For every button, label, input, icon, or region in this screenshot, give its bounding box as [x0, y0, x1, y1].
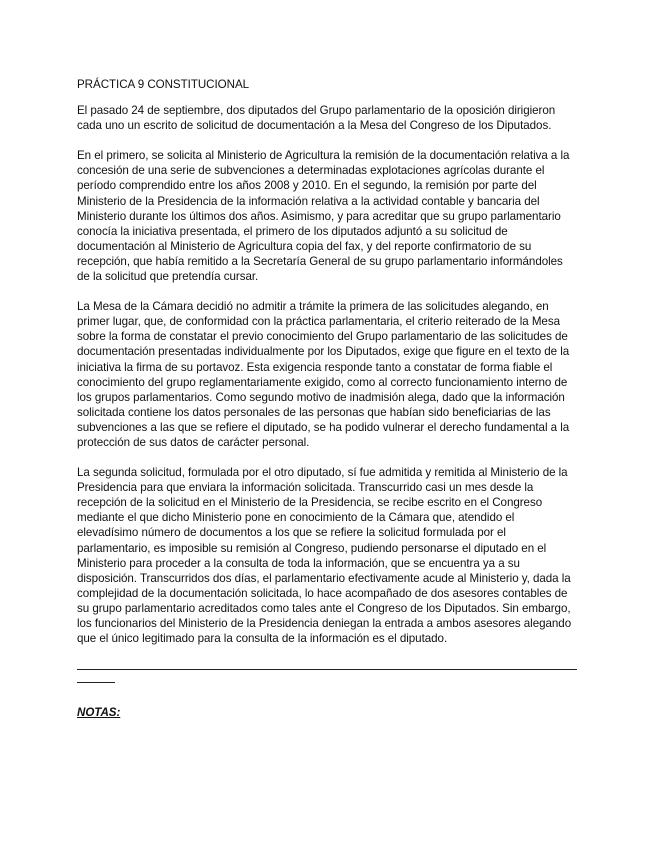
separator-line-end	[77, 674, 115, 683]
separator-line	[77, 661, 577, 670]
paragraph-4: La segunda solicitud, formulada por el otro diputado, sí fue admitida y remitida al Ministerio de la Presidencia para que enviara la información solicitada. Transcurrido casi un mes desde la recepción de la solicitud en el Ministerio de la Presidencia, se recibe escrito en el Congreso mediante el que dicho Ministerio pone en conocimiento de la Cámara que, atendido el elevadísimo número de documentos a los que se refiere la solicitud formulada por el parlamentario, es imposible su remisión al Congreso, pudiendo personarse el diputado en el Ministerio para proceder a la consulta de toda la información, que se encuentra ya a su disposición. Transcurridos dos días, el parlamentario efectivamente acude al Ministerio y, dada la complejidad de la documentación solicitada, lo hace acompañado de dos asesores contables de su grupo parlamentario acreditados como tales ante el Congreso de los Diputados. Sin embargo, los funcionarios del Ministerio de la Presidencia deniegan la entrada a ambos asesores alegando que el único legitimado para la consulta de la información es el diputado.	[77, 466, 572, 646]
notes-heading: NOTAS:	[77, 706, 121, 720]
paragraph-3: La Mesa de la Cámara decidió no admitir a trámite la primera de las solicitudes alegando, en primer lugar, que, de conformidad con la práctica parlamentaria, el criterio reiterado de la Mesa sobre la forma de constatar el previo conocimiento del Grupo parlamentario de las solicitudes de documentación presentadas individualmente por los Diputados, exige que figure en el texto de la iniciativa la firma de su portavoz. Esta exigencia responde tanto a constatar de forma fiable el conocimiento del grupo reglamentariamente exigido, como al correcto funcionamiento interno de los grupos parlamentarios. Como segundo motivo de inadmisión alega, dado que la información solicitada contiene los datos personales de las personas que habían sido beneficiarias de las subvenciones a las que se refiere el diputado, se ha podido vulnerar el derecho fundamental a la protección de sus datos de carácter personal.	[77, 300, 570, 449]
document-page	[77, 77, 577, 720]
paragraph-2: En el primero, se solicita al Ministerio de Agricultura la remisión de la documentación relativa a la concesión de una serie de subvenciones a determinadas explotaciones agrícolas durante el período comprendido entre los años 2008 y 2010. En el segundo, la remisión por parte del Ministerio de la Presidencia de la información relativa a la actividad contable y bancaria del Ministerio durante los últimos dos años. Asimismo, y para acreditar que su grupo parlamentario conocía la iniciativa presentada, el primero de los diputados adjuntó a su solicitud de documentación al Ministerio de Agricultura copia del fax, y del reporte confirmatorio de su recepción, que había remitido a la Secretaría General de su grupo parlamentario informándoles de la solicitud que pretendía cursar.	[77, 149, 570, 284]
paragraph-1: El pasado 24 de septiembre, dos diputados del Grupo parlamentario de la oposición dirigieron cada uno un escrito de solicitud de documentación a la Mesa del Congreso de los Diputados.	[77, 104, 556, 133]
document-title: PRÁCTICA 9 CONSTITUCIONAL	[77, 78, 250, 91]
separator-rule	[77, 661, 577, 683]
